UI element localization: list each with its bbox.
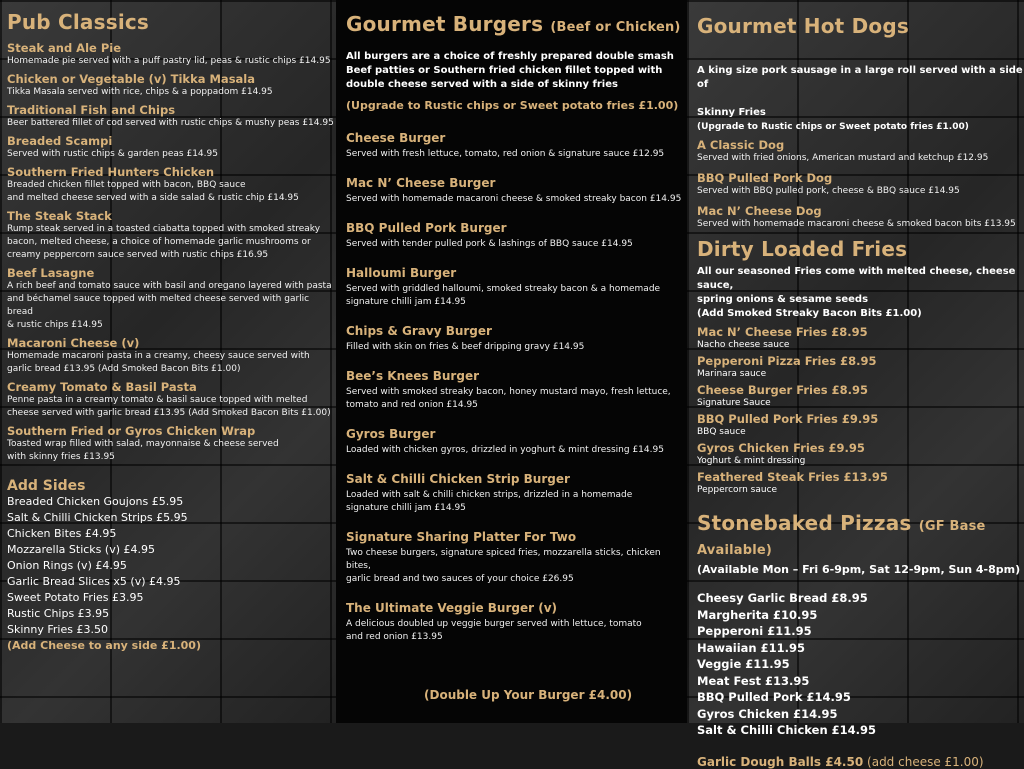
menu-item-description: Served with smoked streaky bacon, honey mustard mayo, fresh lettuce, tomato and red onion £14.95 — [346, 387, 671, 410]
side-item: Skinny Fries £3.50 — [7, 623, 108, 636]
menu-item-description: Toasted wrap filled with salad, mayonnaise & cheese served with skinny fries £13.95 — [7, 439, 279, 462]
menu-item-description: Served with BBQ pulled pork, cheese & BBQ sauce £14.95 — [697, 186, 960, 196]
side-item: Sweet Potato Fries £3.95 — [7, 591, 144, 604]
menu-item-name: Salt & Chilli Chicken Strip Burger — [346, 472, 570, 486]
menu-item-name: Steak and Ale Pie — [7, 41, 121, 55]
burgers-panel — [336, 0, 687, 723]
menu-item — [346, 176, 687, 206]
menu-item-description: Penne pasta in a creamy tomato & basil sauce topped with melted cheese served with garlic bread £13.95 (Add Smoked Bacon Bits £1.00) — [7, 395, 331, 418]
double-up-note: (Double Up Your Burger £4.00) — [424, 688, 633, 702]
menu-item-name: Bee’s Knees Burger — [346, 369, 479, 383]
pizza-list — [697, 590, 1024, 739]
side-item: Chicken Bites £4.95 — [7, 527, 117, 540]
menu-item-description: A rich beef and tomato sauce with basil and oregano layered with pasta and béchamel sauce topped with melted cheese served with garlic bread & rustic chips £14.95 — [7, 281, 332, 330]
pub-classics-list — [7, 41, 336, 464]
menu-item-name: Chicken or Vegetable (v) Tikka Masala — [7, 72, 255, 86]
pizza-title — [697, 511, 1024, 559]
pizza-item: Meat Fest £13.95 — [697, 673, 810, 688]
fries-item-sauce: Nacho cheese sauce — [697, 340, 790, 350]
fries-item-name: BBQ Pulled Pork Fries £9.95 — [697, 412, 879, 426]
menu-item-description: Loaded with salt & chilli chicken strips, drizzled in a homemade signature chilli jam £14.95 — [346, 490, 633, 513]
hotdogs-intro-line1: A king size pork sausage in a large roll served with a side of — [697, 65, 1023, 90]
pub-classics-panel — [0, 0, 336, 723]
menu-item — [7, 103, 336, 130]
menu-item-name: A Classic Dog — [697, 138, 785, 152]
side-item: Salt & Chilli Chicken Strips £5.95 — [7, 511, 188, 524]
fries-item-name: Cheese Burger Fries £8.95 — [697, 383, 868, 397]
menu-item — [7, 134, 336, 161]
menu-item — [7, 165, 336, 205]
fries-item-sauce: BBQ sauce — [697, 427, 746, 437]
menu-item-name: Gyros Burger — [346, 427, 436, 441]
menu-item-description: Two cheese burgers, signature spiced fries, mozzarella sticks, chicken bites, garlic bread and two sauces of your choice £26.95 — [346, 548, 661, 584]
garlic-dough-balls-extra: (add cheese £1.00) — [867, 754, 984, 769]
burgers-intro: All burgers are a choice of freshly prepared double smash Beef patties or Southern fried chicken fillet topped with double cheese served with a side of skinny fries — [346, 51, 674, 90]
pizza-item: Cheesy Garlic Bread £8.95 — [697, 591, 868, 605]
menu-item — [7, 336, 336, 376]
menu-item — [7, 209, 336, 262]
fries-item-name: Pepperoni Pizza Fries £8.95 — [697, 354, 877, 368]
hotdogs-intro — [697, 50, 1024, 134]
menu-item-name: Halloumi Burger — [346, 266, 457, 280]
menu-item-description: Rump steak served in a toasted ciabatta topped with smoked streaky bacon, melted cheese, a choice of homemade garlic mushrooms or creamy peppercorn sauce served with rustic chips £16.95 — [7, 224, 321, 260]
menu-item-name: BBQ Pulled Pork Burger — [346, 221, 507, 235]
pub-classics-title: Pub Classics — [7, 10, 150, 34]
fries-item-sauce: Peppercorn sauce — [697, 485, 778, 495]
menu-item — [346, 221, 687, 251]
menu-item-name: Macaroni Cheese (v) — [7, 336, 140, 350]
menu-item-description: Served with rustic chips & garden peas £14.95 — [7, 149, 218, 159]
right-panel — [687, 0, 1024, 769]
menu-item-description: Tikka Masala served with rice, chips & a poppadom £14.95 — [7, 87, 273, 97]
sides-note: (Add Cheese to any side £1.00) — [7, 639, 201, 652]
menu-item-name: BBQ Pulled Pork Dog — [697, 171, 833, 185]
menu-item-description: Served with tender pulled pork & lashings of BBQ sauce £14.95 — [346, 239, 633, 249]
menu-item-name: Creamy Tomato & Basil Pasta — [7, 380, 197, 394]
menu-item-description: Served with homemade macaroni cheese & smoked bacon bits £13.95 — [697, 219, 1016, 229]
fries-item-sauce: Marinara sauce — [697, 369, 767, 379]
pizza-title-main: Stonebaked Pizzas — [697, 511, 912, 535]
menu-item — [346, 530, 687, 586]
sides-list — [7, 494, 336, 638]
menu-item — [7, 266, 336, 332]
menu-item-name: Beef Lasagne — [7, 266, 95, 280]
pizza-item: Pepperoni £11.95 — [697, 624, 812, 638]
fries-item-name: Gyros Chicken Fries £9.95 — [697, 441, 865, 455]
menu-item — [697, 204, 1024, 231]
menu-item-description: Served with fried onions, American mustard and ketchup £12.95 — [697, 153, 989, 163]
burgers-upgrade-note: (Upgrade to Rustic chips or Sweet potato fries £1.00) — [346, 99, 679, 112]
pizza-availability: (Available Mon – Fri 6-9pm, Sat 12-9pm, Sun 4-8pm) — [697, 563, 1021, 576]
pizza-item: Salt & Chilli Chicken £14.95 — [697, 723, 877, 737]
menu-item-description: Homemade pie served with a puff pastry lid, peas & rustic chips £14.95 — [7, 56, 331, 66]
pizza-item: Hawaiian £11.95 — [697, 640, 805, 655]
burgers-title-sub: (Beef or Chicken) — [550, 20, 681, 35]
garlic-dough-balls — [697, 755, 1024, 769]
side-item: Onion Rings (v) £4.95 — [7, 559, 127, 572]
menu-item — [346, 369, 687, 412]
menu-item-name: Chips & Gravy Burger — [346, 324, 492, 338]
menu-item-name: The Steak Stack — [7, 209, 112, 223]
sides-title: Add Sides — [7, 478, 86, 494]
menu-item — [697, 171, 1024, 198]
hotdogs-list — [697, 138, 1024, 231]
side-item: Rustic Chips £3.95 — [7, 607, 110, 620]
side-item: Breaded Chicken Goujons £5.95 — [7, 495, 184, 508]
menu-item-name: Southern Fried or Gyros Chicken Wrap — [7, 424, 256, 438]
menu-item — [7, 72, 336, 99]
menu-item — [7, 380, 336, 420]
menu-item-name: Cheese Burger — [346, 131, 446, 145]
menu-item-name: Breaded Scampi — [7, 134, 113, 148]
fries-item-name: Feathered Steak Fries £13.95 — [697, 470, 888, 484]
menu-item-name: Mac N’ Cheese Burger — [346, 176, 496, 190]
menu-item — [7, 41, 336, 68]
fries-item-name: Mac N’ Cheese Fries £8.95 — [697, 325, 868, 339]
menu-item — [346, 324, 687, 354]
hotdogs-intro-line2: Skinny Fries — [697, 107, 766, 118]
menu-item-description: Served with homemade macaroni cheese & smoked streaky bacon £14.95 — [346, 194, 682, 204]
menu-item-description: Loaded with chicken gyros, drizzled in yoghurt & mint dressing £14.95 — [346, 445, 664, 455]
menu-item — [697, 138, 1024, 165]
burgers-title-main: Gourmet Burgers — [346, 12, 544, 36]
menu-item — [346, 472, 687, 515]
menu-item — [346, 427, 687, 457]
side-item: Mozzarella Sticks (v) £4.95 — [7, 543, 155, 556]
fries-intro: All our seasoned Fries come with melted cheese, cheese sauce, spring onions & sesame seeds (Add Smoked Streaky Bacon Bits £1.00) — [697, 266, 1016, 319]
pizza-item: BBQ Pulled Pork £14.95 — [697, 690, 851, 704]
menu-item-name: Traditional Fish and Chips — [7, 103, 176, 117]
burgers-title — [346, 12, 687, 36]
menu-item-name: The Ultimate Veggie Burger (v) — [346, 601, 558, 615]
pizza-title-sub: (GF Base Available) — [697, 519, 986, 558]
menu-item — [346, 131, 687, 161]
fries-title: Dirty Loaded Fries — [697, 237, 908, 261]
menu-item-description: Served with griddled halloumi, smoked streaky bacon & a homemade signature chilli jam £14.95 — [346, 284, 661, 307]
fries-list — [697, 325, 1024, 497]
pizza-item: Gyros Chicken £14.95 — [697, 706, 838, 721]
menu-item — [346, 266, 687, 309]
menu-item-description: Beer battered fillet of cod served with rustic chips & mushy peas £14.95 — [7, 118, 334, 128]
menu-item-name: Mac N’ Cheese Dog — [697, 204, 822, 218]
menu-item-description: Homemade macaroni pasta in a creamy, cheesy sauce served with garlic bread £13.95 (Add Smoked Bacon Bits £1.00) — [7, 351, 310, 374]
hotdogs-upgrade-note: (Upgrade to Rustic chips or Sweet potato fries £1.00) — [697, 122, 969, 132]
menu-item — [346, 601, 687, 644]
menu-item-name: Signature Sharing Platter For Two — [346, 530, 577, 544]
fries-item-sauce: Yoghurt & mint dressing — [697, 456, 806, 466]
pizza-item: Veggie £11.95 — [697, 657, 790, 671]
menu-item-description: Filled with skin on fries & beef dripping gravy £14.95 — [346, 342, 585, 352]
menu-item-description: A delicious doubled up veggie burger served with lettuce, tomato and red onion £13.95 — [346, 619, 642, 642]
menu-item-description: Breaded chicken fillet topped with bacon, BBQ sauce and melted cheese served with a side salad & rustic chip £14.95 — [7, 180, 299, 203]
pizza-item: Margherita £10.95 — [697, 607, 818, 622]
hotdogs-title: Gourmet Hot Dogs — [697, 14, 909, 38]
fries-item-sauce: Signature Sauce — [697, 398, 771, 408]
side-item: Garlic Bread Slices x5 (v) £4.95 — [7, 575, 181, 588]
menu-item — [7, 424, 336, 464]
menu-item-name: Southern Fried Hunters Chicken — [7, 165, 215, 179]
menu-item-description: Served with fresh lettuce, tomato, red onion & signature sauce £12.95 — [346, 149, 665, 159]
burgers-list — [346, 131, 687, 644]
garlic-dough-balls-price: Garlic Dough Balls £4.50 — [697, 754, 864, 769]
